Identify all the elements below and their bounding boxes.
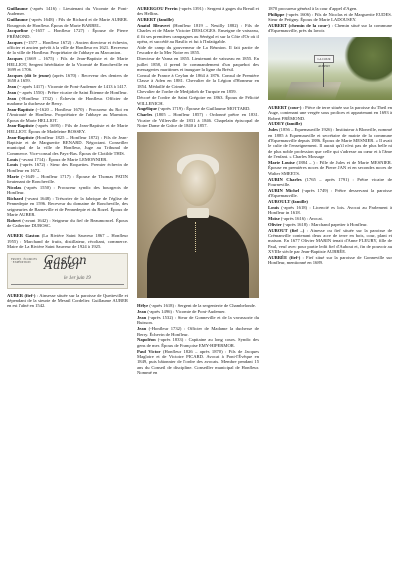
entry-headword: Jacqueline (7, 28, 28, 34)
entry-headword: Anatol Bleuvert (137, 23, 170, 28)
col3-entries-top (268, 6, 392, 34)
entry-headword: Moïse (268, 216, 280, 222)
dictionary-entry (7, 56, 128, 72)
dictionary-entry (137, 349, 259, 376)
dictionary-entry (137, 337, 259, 348)
entry-headword: AUBER Gaston (7, 233, 40, 239)
entry-text: (-après 1550) : Procureur syndic des bourgeois de Honfleur. (7, 184, 128, 196)
dictionary-entry (268, 6, 392, 11)
entry-text: : Fief situé sur la paroisse de Gonneville sur Honfleur, mentionné en 1689. (268, 255, 392, 266)
dictionary-entry (137, 45, 259, 56)
photo-street-sign: LA COUR AUBERT (314, 55, 334, 63)
dictionary-entry (268, 216, 392, 221)
entry-text: (1884 – ) : Fille de Jules et de Marie MESNIER. Épouse en premières noces de Pierre JAN et en secondes noces de Walter SMEETS. (268, 160, 392, 176)
entry-headword: Charles (137, 112, 153, 118)
portrait-face (180, 160, 216, 206)
dictionary-entry (7, 135, 128, 157)
dictionary-entry (268, 255, 392, 266)
dictionary-entry (268, 12, 392, 23)
dictionary-entry (7, 157, 128, 162)
dictionary-entry (7, 123, 128, 134)
entry-text: (-après 1606) : Fils de Nicolas et de Marguerite EUDES. Sieur de Petigny. Époux de Marie LADOUSEY. (268, 11, 392, 23)
dictionary-entry (137, 326, 259, 337)
dictionary-entry (137, 73, 259, 89)
photo-grass (268, 86, 392, 100)
entry-text: (La Rivière Saint Sauveur 1867 – Honfleur 1955) : Marchand de fruits, distillateur, récoltant, commerce. Maire de La Rivière Saint Sauveur de 1924 à 1925. (7, 233, 128, 250)
entry-text: (~avant 1714) : Époux de Marie LEMONNIER. (17, 156, 108, 162)
dictionary-entry (137, 56, 259, 72)
entry-text: : Chemin situé sur la commune d'Equemauville, près du lavoir. (268, 23, 392, 34)
entry-headword: AUBERT (famille) (137, 17, 174, 23)
entry-headword: Olivier (268, 221, 282, 227)
entry-headword: Jean (7, 84, 17, 90)
dictionary-entry (7, 218, 128, 229)
dictionary-entry (7, 40, 128, 56)
entry-text: (1856 – Equemauville 1926) : Instituteur à Blonville, nommé en 1885 à Equemauville et secrétaire de mairie de la commune d'Equemauville depuis 1886. Époux de Marie MESNIER. « Il avait le culte de l'enseignement. Il aurait qu'il n'est pas de plus belle ni de plus noble profession que celle qui s'adresse au cœur et à l'âme de l'enfant. » Charles Mossage (268, 127, 392, 160)
entry-headword: AUDEY (famille) (268, 121, 302, 127)
entry-headword: AUBIN Charles (268, 176, 302, 182)
dictionary-entry (137, 303, 259, 308)
dictionary-entry (7, 28, 128, 39)
dictionary-entry (268, 222, 392, 227)
column-1 (7, 6, 128, 309)
entry-text: (-après 1719) : Épouse de Guillaume MOTTARD. (156, 106, 251, 112)
entry-headword: Paul Victor (137, 348, 161, 354)
entry-text: : Pièce de terre située sur la paroisse du Theil en Auge, contenant une vergée sous prolices et appartenant en 1693 à Robert FRÉMOND. (268, 104, 392, 121)
dictionary-entry (7, 73, 128, 84)
entry-text: (-avant 1642) : Seigneur du fief de Beaumoncel. Époux de Catherine DUBOSC. (7, 218, 128, 229)
entry-headword: Jean-Baptiste (7, 123, 34, 129)
entry-text: (-après 1695) : Fils de Jean-Baptiste et de Marie HELLIOT. Époux de Madeleine BOSSEY. (7, 123, 128, 134)
dictionary-entry (7, 233, 128, 249)
dictionary-entry (137, 112, 259, 128)
entry-headword: Jacques (7, 56, 23, 62)
entry-headword: Jacques (7, 39, 23, 45)
entry-headword: Jean-Baptiste (7, 134, 34, 140)
road-sign-photo (268, 37, 392, 100)
entry-headword: Jean (137, 315, 147, 321)
entry-headword: Marie (7, 173, 19, 179)
entry-text: (~ après 1417) : Vicomte de Pont-Audemer de 1413 à 1417. (16, 84, 128, 90)
dictionary-entry (7, 107, 128, 123)
entry-text: (-Honfleur 1732) : Échevin de Honfleur. Officier de madame la duchesse de Berry. (7, 95, 128, 107)
dictionary-entry (7, 196, 128, 218)
entry-text: Décoré de l'ordre de Saint Grégoire en 1863. Époux de Félicité WILLENICH. (137, 95, 259, 106)
col3-entries-mid (268, 105, 392, 266)
entry-text: Directeur de Varna en 1855. Lieutenant de vaisseau en 1855. En juillet 1858, il prend le commandement d'un paquebot des messageries maritimes et inaugure la ligne du Brésil. (137, 56, 259, 73)
entry-headword: Marie Louise (268, 160, 295, 166)
entry-headword: Richard (7, 196, 24, 202)
entry-headword: Jules (268, 127, 278, 133)
dictionary-entry (7, 162, 128, 173)
dictionary-entry (268, 23, 392, 34)
col1-entries-bottom (7, 293, 128, 309)
entry-headword: AUBERT (cour-) (268, 104, 302, 110)
entry-text: (Honfleur 1825 – Honfleur 1872) : Fils de Jean-Baptiste et de Marguerite RENARD. Négociant. Conseiller municipal de la ville de Honfleur, Juge au Tribunal de Commerce. Vice-consul des Pays-Bas. Époux de Clotilde THIS. (7, 134, 128, 156)
entry-text: (-après 1496) : Vicomte de Pont-Audemer. (146, 309, 226, 315)
col2-entries-top (137, 6, 259, 128)
entry-headword: Louis (7, 156, 18, 162)
dictionary-entry (137, 309, 259, 314)
entry-text: (-après 1618) : Sergent de la sergenterie de Chambelonde. (148, 303, 256, 309)
entry-text: (Honfleur 1826 – après 1870) : Fils de Jacques Magloire et de Victoire PICARD. Avocat à Pont-l'Évêque en 1849, puis bâtonnier de l'ordre des avocats. Membre pendant 15 ans du Conseil de discipline. Conseiller municipal de Honfleur. Nommé en (137, 348, 260, 376)
entry-text: (1669 – 1675) : Fils de Jean-Baptiste et de Marie HELLIOT, Sergent héréditaire de la Vicomté de Roncheville en 1699 et 1706. (7, 56, 128, 73)
column-2 (137, 6, 259, 376)
portrait-chain (195, 222, 201, 252)
entry-text: 1870 procureur général à la cour d'appel d'Agen. (268, 6, 358, 11)
entry-text: (-avant 1648) : Trésorier de la fabrique de l'église de Pennedepie en 1596. Receveur du domaine de Roncheville, des seigneuries de Barneville et de Pennedepie et du Rozel. Époux de Marie AUBER. (7, 196, 128, 218)
entry-text: : Ainsesse située sur la paroisse de Quetteville et dépendant de la sieurie de Mesnil Cordelier. Guillaume AUBER en est l'aîné en 1542. (7, 292, 128, 309)
dictionary-entry (137, 95, 259, 106)
col1-entries-top (7, 6, 128, 229)
dictionary-entry (268, 127, 392, 159)
entry-text: (-après 1833) : Capitaine au long cours. Syndic des gens de mer. Époux de Françoise EMY-HIPERMOR. (137, 337, 259, 348)
column-3 (268, 6, 392, 266)
entry-text: (1765 – après 1791) : Prêtre vicaire de Fourneville. (268, 176, 392, 188)
entry-headword: Hélye (137, 303, 149, 309)
entry-text: (-après 1532) : Sieur de Gonneville et de la vavassorie du Buisson. (137, 315, 259, 326)
entry-headword: Jean (137, 326, 147, 332)
entry-headword: Napoléon (137, 337, 156, 343)
entry-text: (~1577 – Honfleur 1672) : Ancien directeur et échevin, officier et ancien prévôt à la ville de Honfleur en 1621. Receveur de la ville de Honfleur. Propriétaire de l'abbaye au Marcanion. (7, 39, 128, 56)
entry-text: (~1657 – Honfleur 1727) : Épouse de Pierre FRÉMOND. (7, 28, 128, 39)
entry-headword: AUBRÉE (fief-) (268, 255, 301, 261)
entry-text: : Ainesse ou fief située sur la paroisse de Crémanville contenant deux acre de terre en bois, cour, plant et maison. En 1677 Olivier MARIN tenait d'Anne FLEURY, fille de Paul, veuf avec pour partie ledit fief d'Aubout et, fin de pouvoir au XVIIIe siècle par Jean-Baptiste AUBRÉE. (268, 227, 392, 255)
entry-headword: Jean (7, 89, 17, 95)
entry-headword: Guillaume (7, 17, 28, 23)
col1-entries-mid (7, 233, 128, 249)
entry-headword: Robert (7, 218, 21, 224)
entry-text: (-après 1391) : Sergent à gages du Breuil et des Hellins. (137, 6, 259, 17)
dictionary-entry (7, 174, 128, 185)
priest-portrait (137, 132, 259, 298)
gaston-auber-letterhead (7, 253, 128, 289)
entry-headword: Jean (137, 309, 147, 315)
dictionary-entry (268, 160, 392, 176)
entry-text: (1805 – Honfleur 1857) : Ordonné prêtre en 1831. Vicaire de Villerville de 1831 à 1846. Chapelain épiscopal de Notre Dame de Grâce de 1840 à 1857. (137, 112, 259, 129)
dictionary-entry (137, 6, 259, 17)
entry-text: Aide de camp du gouverneur de La Réunion. Il fait partie de l'escadre de la Mer Noire en 1855. (137, 45, 259, 56)
entry-headword: Nicolas (7, 184, 22, 190)
entry-headword: AUBIN Michel (268, 187, 300, 193)
entry-text: (-après 1648) : Fils de Richard et de Marie AUBER. Bourgeois de Honfleur. Époux de Marie BARBEL. (7, 17, 128, 28)
entry-text: (~ après 1550) : Prêtre vicaire de Saint Étienne de Honfleur. (16, 89, 128, 95)
dictionary-entry (268, 121, 392, 126)
entry-text: (-après 1618) : Marchand papetier à Honfleur. (281, 221, 368, 227)
entry-headword: Guillaume (7, 6, 28, 11)
dictionary-entry (268, 188, 392, 199)
dictionary-entry (268, 228, 392, 255)
entry-text: (~1620 – Honfleur 1670) : Procureur du Roi en l'Amirauté de Honfleur. Propriétaire de l'abbaye au Marmion. Époux de Marie HELLIOT. (7, 106, 128, 123)
portrait-collar (187, 208, 209, 218)
entry-text: (-après 1416) : Lieutenant du Vicomte de Pont-Audemer. (7, 6, 128, 17)
entry-headword: Jean-Baptiste (7, 106, 34, 112)
col2-entries-bottom (137, 303, 259, 375)
entry-headword: Philippe (268, 11, 285, 17)
entry-text: (-Honfleur 1732) : Officier de Madame la duchesse de Berry. Échevin de Honfleur. (137, 326, 259, 337)
entry-text: (~1649 – Honfleur 1717) : Épouse de Thomas PATIN lieutenant de Roncheville. (7, 173, 128, 185)
dictionary-entry (268, 177, 392, 188)
entry-text: (-après 1672) : Sieur des Roquettes. Premier échevin de Honfleur en 1672. (7, 162, 128, 173)
dictionary-entry (7, 90, 128, 95)
dictionary-entry (7, 84, 128, 89)
entry-headword: AUBERGOU Perrin (137, 6, 178, 11)
entry-headword: Jacques (dit le jeune) (7, 72, 51, 78)
dictionary-entry (7, 96, 128, 107)
dictionary-entry (137, 17, 259, 22)
entry-headword: AUBER (fief-) (7, 292, 36, 298)
dictionary-entry (268, 199, 392, 204)
entry-headword: Angélique (137, 106, 157, 112)
dictionary-entry (137, 315, 259, 326)
entry-text: Consul de France à Ceylan de 1864 à 1876. Consul de Première Classe à Aden en 1881. Chevalier de la Légion d'Honneur en 1854. Médaillé de Crimée. (137, 72, 259, 89)
dictionary-entry (137, 23, 259, 45)
dictionary-entry (268, 205, 392, 216)
entry-text: Chevalier de l'ordre de Medjidieh de Turquie en 1859. (137, 89, 237, 95)
dictionary-entry (7, 17, 128, 28)
photo-tree (344, 37, 392, 83)
entry-headword: Louis (7, 162, 18, 168)
dictionary-entry (137, 89, 259, 94)
entry-headword: AUBOULT (famille) (268, 199, 308, 205)
entry-text: (-après 1749) : Prêtre desservant la paroisse d'Equemauville. (268, 187, 392, 199)
letterhead-left-text: FRUITS ÉCORCES · EXPÉDITION (11, 256, 37, 265)
dictionary-entry (7, 6, 128, 17)
dictionary-entry (268, 105, 392, 121)
dictionary-entry (7, 293, 128, 309)
letterhead-rule (11, 284, 124, 285)
entry-text: (après 1670) : Receveur des deniers de 1658 à 1659. (7, 72, 129, 84)
dictionary-entry (137, 106, 259, 111)
entry-text: (Honfleur 1819 – Neuilly 1882) : Fils de Charles et de Marie Victoire DESLOGES. Enseigne de vaisseau, il fit ses premières campagnes au Sénégal et sur la Côte d'Or où il opéra, et succédé au Basilic et fut à l'Infatigable. (137, 23, 259, 45)
entry-headword: AUBOUT (fief –) (268, 227, 305, 233)
dictionary-entry (7, 185, 128, 196)
entry-text: (-après 1618) : Licencié es lois. Avocat au Parlement à Honfleur in 1618. (268, 204, 392, 216)
entry-headword: Jean (7, 95, 17, 101)
letterhead-signature: Gaston Auber (44, 252, 87, 272)
entry-text: (-après 1616) : Avocat. (279, 216, 323, 222)
entry-headword: AUBERT (chemin de la cour-) (268, 23, 330, 28)
letterhead-date: le 1er juin 19 (64, 275, 91, 281)
entry-headword: Louis (268, 204, 279, 210)
